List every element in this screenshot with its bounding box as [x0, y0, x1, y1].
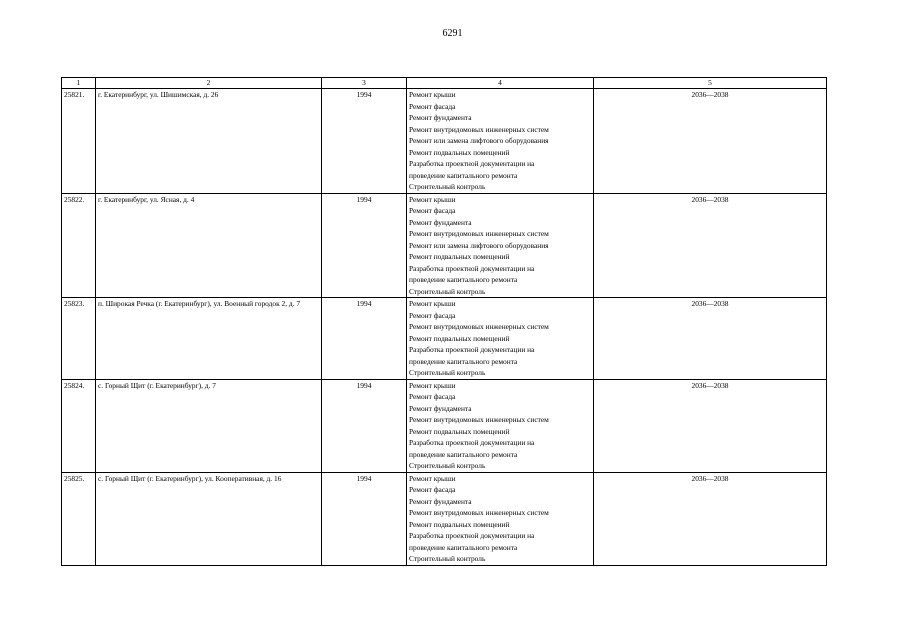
- work-item: Ремонт или замена лифтового оборудования: [409, 136, 549, 145]
- work-item: Строительный контроль: [409, 554, 486, 563]
- row-number: 25821.: [62, 89, 96, 194]
- period-cell: 2036—2038: [594, 298, 827, 380]
- year-cell: 1994: [322, 193, 407, 298]
- work-item: проведение капитального ремонта: [409, 275, 518, 284]
- column-header-3: 3: [322, 78, 407, 89]
- repair-schedule-table: [61, 77, 827, 566]
- works-cell: [407, 298, 594, 380]
- row-number: 25825.: [62, 472, 96, 565]
- period-cell: 2036—2038: [594, 472, 827, 565]
- column-header-5: 5: [594, 78, 827, 89]
- year-cell: 1994: [322, 379, 407, 472]
- work-item: Строительный контроль: [409, 368, 486, 377]
- address-cell: п. Широкая Речка (г. Екатеринбург), ул. Военный городок 2, д. 7: [96, 298, 322, 380]
- address-cell: с. Горный Щит (г. Екатеринбург), д. 7: [96, 379, 322, 472]
- works-cell: [407, 89, 594, 194]
- work-item: Ремонт внутридомовых инженерных систем: [409, 508, 549, 517]
- address-cell: г. Екатеринбург, ул. Ясная, д. 4: [96, 193, 322, 298]
- column-header-1: 1: [62, 78, 96, 89]
- work-item: Разработка проектной документации на: [409, 531, 535, 540]
- work-item: Ремонт фундамента: [409, 217, 472, 227]
- address-cell: с. Горный Щит (г. Екатеринбург), ул. Кооперативная, д. 16: [96, 472, 322, 565]
- page-number: 6291: [442, 28, 463, 39]
- work-item: Ремонт фасада: [409, 310, 456, 320]
- work-item: Ремонт фундамента: [409, 403, 472, 413]
- work-item: Ремонт подвальных помещений: [409, 333, 510, 343]
- work-item: Строительный контроль: [409, 286, 486, 296]
- work-item: Ремонт крыши: [409, 473, 456, 483]
- work-item: Ремонт крыши: [409, 380, 456, 390]
- table-row: [62, 298, 827, 380]
- header-row: [62, 78, 827, 89]
- work-item: Разработка проектной документации на: [409, 438, 535, 447]
- row-number: 25823.: [62, 298, 96, 380]
- work-item: Разработка проектной документации на: [409, 159, 535, 168]
- works-cell: [407, 472, 594, 565]
- work-item: Ремонт внутридомовых инженерных систем: [409, 229, 549, 238]
- work-item: Ремонт крыши: [409, 194, 456, 204]
- work-item: Ремонт подвальных помещений: [409, 426, 510, 436]
- work-item: Ремонт внутридомовых инженерных систем: [409, 322, 549, 331]
- table-body: [62, 89, 827, 566]
- work-item: Ремонт фасада: [409, 206, 456, 215]
- works-cell: [407, 193, 594, 298]
- period-cell: 2036—2038: [594, 89, 827, 194]
- work-item: проведение капитального ремонта: [409, 170, 518, 180]
- row-number: 25824.: [62, 379, 96, 472]
- work-item: Ремонт или замена лифтового оборудования: [409, 240, 549, 250]
- work-item: Ремонт фасада: [409, 101, 456, 111]
- address-cell: г. Екатеринбург, ул. Шишимская, д. 26: [96, 89, 322, 194]
- work-item: проведение капитального ремонта: [409, 356, 518, 366]
- column-header-4: 4: [407, 78, 594, 89]
- work-item: Строительный контроль: [409, 182, 486, 191]
- work-item: Ремонт фасада: [409, 392, 456, 401]
- work-item: Ремонт фасада: [409, 485, 456, 494]
- work-item: проведение капитального ремонта: [409, 449, 518, 459]
- work-item: Ремонт подвальных помещений: [409, 519, 510, 529]
- work-item: проведение капитального ремонта: [409, 542, 518, 552]
- work-item: Ремонт крыши: [409, 90, 456, 99]
- works-cell: [407, 379, 594, 472]
- year-cell: 1994: [322, 89, 407, 194]
- work-item: Ремонт фундамента: [409, 113, 472, 122]
- table-row: [62, 89, 827, 194]
- year-cell: 1994: [322, 472, 407, 565]
- work-item: Ремонт подвальных помещений: [409, 147, 510, 157]
- work-item: Ремонт внутридомовых инженерных систем: [409, 124, 549, 134]
- row-number: 25822.: [62, 193, 96, 298]
- work-item: Разработка проектной документации на: [409, 263, 535, 273]
- table-row: [62, 193, 827, 298]
- work-item: Ремонт подвальных помещений: [409, 252, 510, 261]
- period-cell: 2036—2038: [594, 379, 827, 472]
- table-row: [62, 379, 827, 472]
- work-item: Разработка проектной документации на: [409, 345, 535, 354]
- work-item: Ремонт внутридомовых инженерных систем: [409, 415, 549, 424]
- work-item: Ремонт фундамента: [409, 496, 472, 506]
- work-item: Ремонт крыши: [409, 299, 456, 308]
- table-row: [62, 472, 827, 565]
- year-cell: 1994: [322, 298, 407, 380]
- work-item: Строительный контроль: [409, 461, 486, 470]
- period-cell: 2036—2038: [594, 193, 827, 298]
- column-header-2: 2: [96, 78, 322, 89]
